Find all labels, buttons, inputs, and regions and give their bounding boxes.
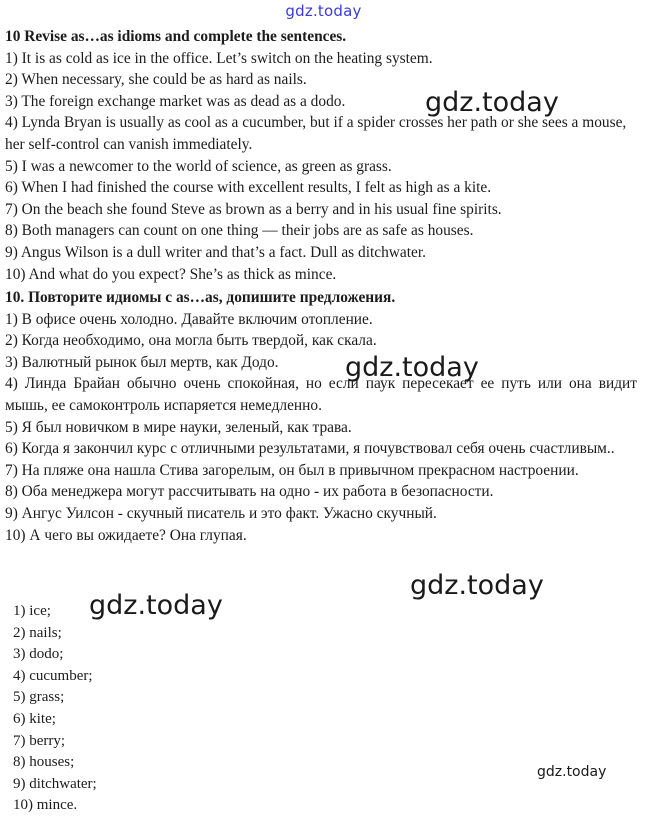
answer-4: 4) cucumber; <box>13 667 93 684</box>
watermark-overlay: gdz.today <box>425 87 559 118</box>
english-sentence-4: 4) Lynda Bryan is usually as cool as a cucumber, but if a spider crosses her path or she sees a mouse, her self-control can vanish immediately. <box>5 114 627 153</box>
answer-8: 8) houses; <box>13 754 75 771</box>
russian-section <box>5 287 637 546</box>
english-sentence-10: 10) And what do you expect? She’s as thick as mince. <box>5 265 337 283</box>
russian-sentence-7: 7) На пляже она нашла Стива загорелым, он был в привычном прекрасном настроении. <box>5 461 579 479</box>
watermark-overlay: gdz.today <box>537 764 607 780</box>
english-sentence-9: 9) Angus Wilson is a dull writer and that’s a fact. Dull as ditchwater. <box>5 243 426 261</box>
watermark-overlay: gdz.today <box>410 570 544 601</box>
watermark-overlay: gdz.today <box>89 590 223 621</box>
english-sentence-7: 7) On the beach she found Steve as brown as a berry and in his usual fine spirits. <box>5 200 502 218</box>
russian-sentence-5: 5) Я был новичком в мире науки, зеленый, как трава. <box>5 418 352 436</box>
watermark-top: gdz.today <box>285 2 362 20</box>
russian-sentence-3: 3) Валютный рынок был мертв, как Додо. <box>5 353 279 371</box>
english-sentence-2: 2) When necessary, she could be as hard as nails. <box>5 71 307 89</box>
russian-sentence-4: 4) Линда Брайан обычно очень спокойная, но если паук пересекает ее путь или она видит мышь, ее самоконтроль испаряется немедленно. <box>5 375 637 414</box>
russian-heading: 10. Повторите идиомы с as…as, допишите предложения. <box>5 289 396 306</box>
answer-6: 6) kite; <box>13 710 56 727</box>
answer-7: 7) berry; <box>13 732 66 749</box>
russian-sentence-6: 6) Когда я закончил курс с отличными результатами, я почувствовал себя очень счастливым.. <box>5 440 615 458</box>
answer-9: 9) ditchwater; <box>13 775 97 792</box>
russian-sentence-10: 10) А чего вы ожидаете? Она глупая. <box>5 526 247 544</box>
english-heading: 10 Revise as…as idioms and complete the sentences. <box>5 28 347 45</box>
answer-10: 10) mince. <box>13 797 78 814</box>
russian-sentence-9: 9) Ангус Уилсон - скучный писатель и это факт. Ужасно скучный. <box>5 504 437 522</box>
english-sentence-5: 5) I was a newcomer to the world of science, as green as grass. <box>5 157 392 175</box>
answer-2: 2) nails; <box>13 624 62 641</box>
russian-sentence-8: 8) Оба менеджера могут рассчитывать на одно - их работа в безопасности. <box>5 483 494 501</box>
english-section <box>5 26 637 285</box>
watermark-overlay: gdz.today <box>345 352 479 383</box>
english-sentence-3: 3) The foreign exchange market was as dead as a dodo. <box>5 92 346 110</box>
english-sentence-8: 8) Both managers can count on one thing — their jobs are as safe as houses. <box>5 222 474 240</box>
answer-3: 3) dodo; <box>13 646 64 663</box>
answer-1: 1) ice; <box>13 603 51 619</box>
answers-list <box>13 601 97 817</box>
russian-sentence-2: 2) Когда необходимо, она могла быть твердой, как скала. <box>5 332 377 350</box>
russian-sentence-1: 1) В офисе очень холодно. Давайте включим отопление. <box>5 310 373 328</box>
english-sentence-1: 1) It is as cold as ice in the office. Let’s switch on the heating system. <box>5 49 433 67</box>
answer-5: 5) grass; <box>13 689 65 706</box>
english-sentence-6: 6) When I had finished the course with excellent results, I felt as high as a kite. <box>5 179 492 197</box>
